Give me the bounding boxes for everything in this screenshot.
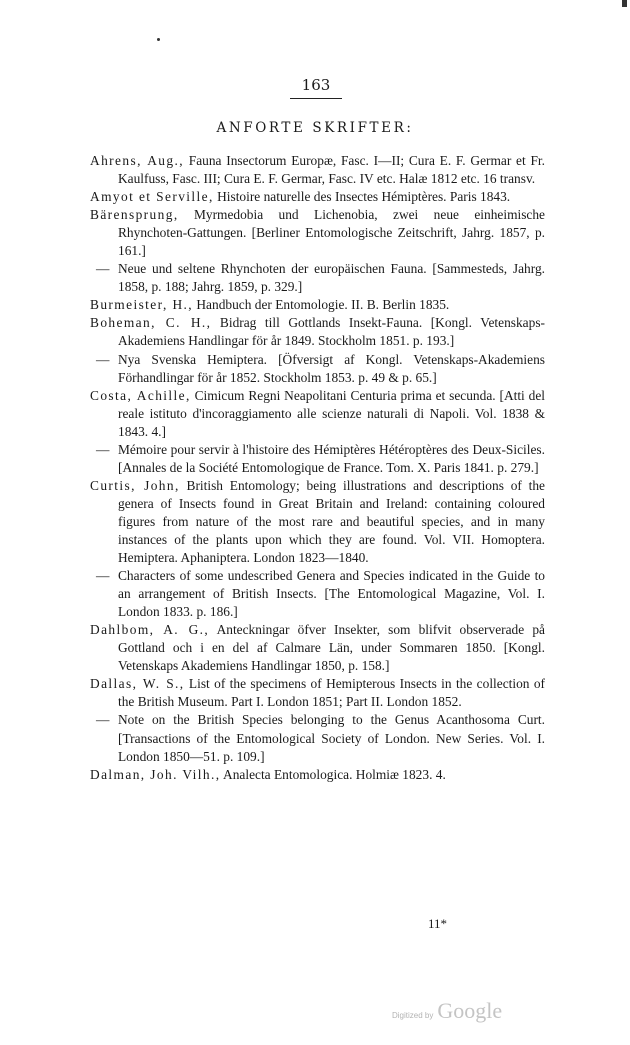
bibliography-entry bbox=[90, 387, 545, 441]
entry-text: Nya Svenska Hemiptera. [Öfversigt af Kongl. Vetenskaps-Akademiens Förhandlingar för år 1852. Stockholm 1853. p. 49 & p. 65.] bbox=[118, 351, 545, 385]
entry-author: Amyot et Serville, bbox=[90, 189, 214, 205]
digitized-by-google-watermark bbox=[392, 998, 502, 1024]
signature-mark: 11* bbox=[428, 916, 448, 931]
bibliography-entry bbox=[90, 206, 545, 260]
scan-speck bbox=[157, 38, 160, 41]
section-heading: ANFORTE SKRIFTER: bbox=[216, 120, 414, 136]
entry-text: Cimicum Regni Neapolitani Centuria prima et secunda. [Atti del reale istituto d'incoraggiamento alle scienze naturali di Napoli. Vol. 1838 & 1843. 4.] bbox=[118, 387, 546, 439]
entry-text: Handbuch der Entomologie. II. B. Berlin 1835. bbox=[193, 297, 450, 313]
entry-text: British Entomology; being illustrations and descriptions of the genera of Insects found in Great Britain and Ireland: containing coloured figures from nature of the most rare and beautiful species, and in many instances of the plants upon which they are found. Vol. VII. Homoptera. Hemiptera. Aphaniptera. London 1823—1840. bbox=[118, 477, 545, 566]
entry-text: Histoire naturelle des Insectes Hémiptères. Paris 1843. bbox=[213, 189, 511, 205]
ditto-dash: — bbox=[96, 351, 110, 367]
entry-text: List of the specimens of Hemipterous Insects in the collection of the British Museum. Part I. London 1851; Part II. London 1852. bbox=[118, 676, 545, 710]
page-number: 163 bbox=[290, 76, 342, 99]
scan-speck bbox=[622, 0, 627, 7]
entry-author: Bärensprung, bbox=[90, 207, 179, 223]
bibliography-entry bbox=[90, 567, 545, 621]
entry-author: Costa, Achille, bbox=[90, 387, 191, 403]
bibliography-entry bbox=[90, 260, 545, 296]
ditto-dash: — bbox=[96, 261, 110, 277]
bibliography-entry bbox=[90, 441, 545, 477]
ditto-dash: — bbox=[96, 441, 110, 457]
entry-text: Bidrag till Gottlands Insekt-Fauna. [Kongl. Vetenskaps-Akademiens Handlingar för år 1849. Stockholm 1851. p. 193.] bbox=[118, 315, 545, 349]
entry-text: Anteckningar öfver Insekter, som blifvit observerade på Gottland och i en del af Calmare Län, under Sommaren 1850. [Kongl. Vetenskaps Akademiens Handlingar 1850, p. 158.] bbox=[118, 622, 545, 674]
bibliography-entry bbox=[90, 296, 545, 314]
bibliography-entry bbox=[90, 766, 545, 784]
entry-author: Ahrens, Aug., bbox=[90, 153, 184, 168]
bibliography-entry bbox=[90, 621, 545, 675]
bibliography-entry bbox=[90, 314, 545, 350]
google-logo: Google bbox=[437, 998, 503, 1023]
entry-author: Dalman, Joh. Vilh., bbox=[90, 766, 221, 782]
ditto-dash: — bbox=[96, 712, 110, 728]
entry-text: Characters of some undescribed Genera and Species indicated in the Guide to an arrangement of British Insects. [The Entomological Magazine, Vol. I. London 1833. p. 186.] bbox=[118, 568, 545, 620]
bibliography-list bbox=[90, 152, 545, 784]
entry-text: Analecta Entomologica. Holmiæ 1823. 4. bbox=[220, 766, 446, 782]
entry-author: Dahlbom, A. G., bbox=[90, 622, 210, 638]
bibliography-entry bbox=[90, 711, 545, 765]
entry-text: Fauna Insectorum Europæ, Fasc. I—II; Cura E. F. Germar et Fr. Kaulfuss, Fasc. III; Cura E. F. Germar, Fasc. IV etc. Halæ 1812 etc. 16 transv. bbox=[118, 153, 545, 187]
bibliography-entry bbox=[90, 152, 545, 188]
entry-text: Mémoire pour servir à l'histoire des Hémiptères Hétéroptères des Deux-Siciles. [Annales de la Société Entomologique de France. Tom. X. Paris 1841. p. 279.] bbox=[118, 441, 545, 475]
entry-author: Boheman, C. H., bbox=[90, 315, 212, 331]
bibliography-entry bbox=[90, 188, 545, 206]
entry-text: Note on the British Species belonging to the Genus Acanthosoma Curt. [Transactions of the Entomological Society of London. New Series. Vol. I. London 1850—51. p. 109.] bbox=[118, 712, 545, 764]
entry-author: Burmeister, H., bbox=[90, 297, 194, 313]
bibliography-entry bbox=[90, 351, 545, 387]
ditto-dash: — bbox=[96, 568, 110, 584]
entry-text: Myrmedobia und Lichenobia, zwei neue einheimische Rhynchoten-Gattungen. [Berliner Entomologische Zeitschrift, Jahrg. 1857, p. 161.] bbox=[118, 207, 545, 259]
entry-author: Curtis, John, bbox=[90, 477, 180, 493]
watermark-prefix: Digitized by bbox=[392, 1011, 434, 1020]
bibliography-entry bbox=[90, 477, 545, 567]
entry-text: Neue und seltene Rhynchoten der europäischen Fauna. [Sammesteds, Jahrg. 1858, p. 188; Jahrg. 1859, p. 329.] bbox=[118, 261, 545, 295]
bibliography-entry bbox=[90, 675, 545, 711]
entry-author: Dallas, W. S., bbox=[90, 676, 185, 692]
